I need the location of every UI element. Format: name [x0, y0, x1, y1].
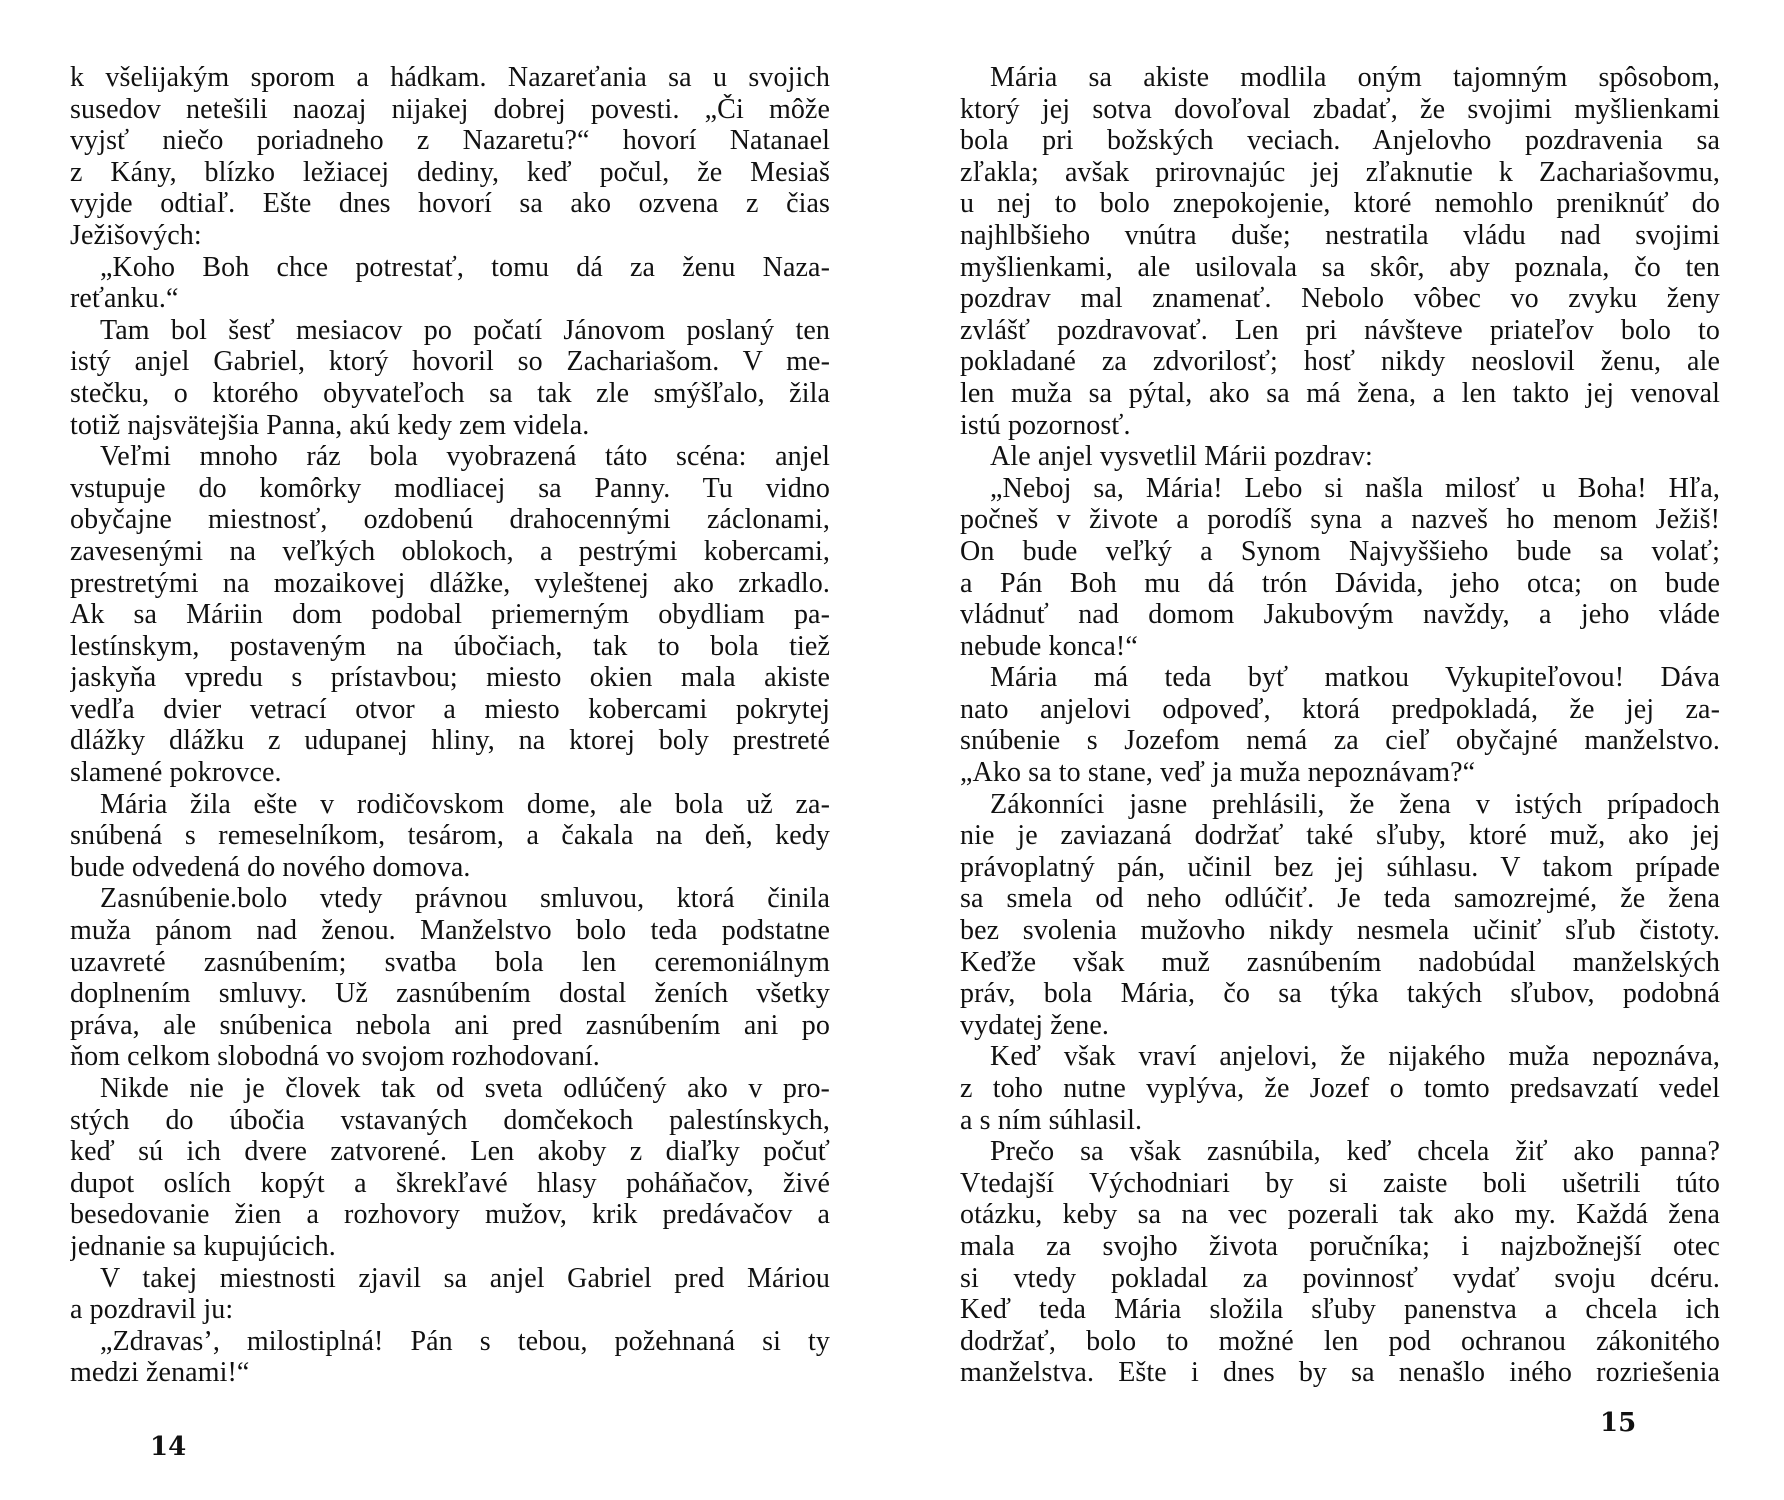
text-line: si vtedy pokladal za povinnosť vydať svoju dcéru. — [960, 1262, 1720, 1294]
text-line: keď sú ich dvere zatvorené. Len akoby z diaľky počuť — [70, 1136, 830, 1168]
text-line: „Neboj sa, Mária! Lebo si našla milosť u Boha! Hľa, — [990, 472, 1720, 504]
text-line: vyjsť niečo poriadneho z Nazaretu?“ hovorí Natanael — [70, 125, 830, 157]
text-line: a Pán Boh mu dá trón Dávida, jeho otca; on bude — [960, 567, 1720, 599]
text-line: istý anjel Gabriel, ktorý hovoril so Zachariašom. V me- — [70, 346, 830, 378]
text-line: vstupuje do komôrky modliacej sa Panny. Tu vidno — [70, 472, 830, 504]
left-page — [70, 62, 830, 1462]
text-line: „Zdravas’, milostiplná! Pán s tebou, požehnaná si ty — [100, 1325, 830, 1357]
text-line: nebude konca!“ — [960, 630, 1138, 662]
text-line: Nikde nie je človek tak od sveta odlúčený ako v pro- — [100, 1073, 830, 1104]
page-number-left: 14 — [150, 1432, 187, 1462]
text-line: nie je zaviazaná dodržať také sľuby, ktoré muž, ako jej — [960, 820, 1720, 852]
text-line: uzavreté zasnúbením; svatba bola len ceremoniálnym — [70, 946, 830, 978]
page-number-right: 15 — [1600, 1408, 1637, 1438]
text-line: z Kány, blízko ležiacej dediny, keď počul, že Mesiaš — [70, 156, 830, 188]
text-line: a s ním súhlasil. — [960, 1104, 1143, 1136]
text-line: pokladané za zdvorilosť; hosť nikdy neoslovil ženu, ale — [960, 346, 1720, 378]
text-line: z toho nutne vyplýva, že Jozef o tomto predsavzatí vedel — [960, 1073, 1720, 1104]
text-line: Ježišových: — [70, 219, 202, 251]
text-line: práva, ale snúbenica nebola ani pred zasnúbením ani po — [70, 1009, 830, 1041]
text-line: lestínskym, postaveným na úbočiach, tak to bola tiež — [70, 630, 830, 662]
text-line: obyčajne miestnosť, ozdobenú drahocennými záclonami, — [70, 504, 830, 536]
text-line: a pozdravil ju: — [70, 1294, 234, 1326]
text-line: sa smela od neho odlúčiť. Je teda samozrejmé, že žena — [960, 883, 1720, 915]
text-line: stých do úbočia vstavaných domčekoch palestínskych, — [70, 1104, 830, 1136]
text-line: otázku, keby sa na vec pozerali tak ako my. Každá žena — [960, 1199, 1720, 1231]
text-line: On bude veľký a Synom Najvyššieho bude sa volať; — [960, 535, 1720, 567]
text-line: vyjde odtiaľ. Ešte dnes hovorí sa ako ozvena z čias — [70, 188, 830, 220]
text-line: právoplatný pán, učinil bez jej súhlasu. V takom prípade — [960, 851, 1720, 883]
text-line: doplnením smluvy. Už zasnúbením dostal ženích všetky — [70, 978, 830, 1010]
left-page-text — [70, 62, 830, 1389]
text-line: „Koho Boh chce potrestať, tomu dá za ženu Naza- — [100, 251, 830, 283]
text-line: vládnuť nad domom Jakubovým navždy, a jeho vláde — [960, 599, 1720, 631]
text-line: dodržať, bolo to možné len pod ochranou zákonitého — [960, 1325, 1720, 1357]
text-line: Mária má teda byť matkou Vykupiteľovou! Dáva — [990, 662, 1720, 694]
text-line: slamené pokrovce. — [70, 757, 282, 789]
text-line: totiž najsvätejšia Panna, akú kedy zem videla. — [70, 409, 590, 441]
text-line: jaskyňa vpredu s prístavbou; miesto okien mala akiste — [70, 662, 830, 694]
text-line: práv, bola Mária, čo sa týka takých sľubov, podobná — [960, 978, 1720, 1010]
text-line: zvlášť pozdravovať. Len pri návšteve priateľov bolo to — [960, 314, 1720, 346]
text-line: počneš v živote a porodíš syna a nazveš ho menom Ježiš! — [960, 504, 1720, 536]
text-line: reťanku.“ — [70, 283, 179, 315]
text-line: bez svolenia mužovho nikdy nesmela učiniť sľub čistoty. — [960, 915, 1720, 947]
text-line: medzi ženami!“ — [70, 1357, 250, 1389]
text-line: snúbená s remeselníkom, tesárom, a čakala na deň, kedy — [70, 820, 830, 852]
text-line: jednanie sa kupujúcich. — [70, 1230, 336, 1262]
text-line: k všelijakým sporom a hádkam. Nazareťania sa u svojich — [70, 62, 830, 93]
text-line: dlážky dlážku z udupanej hliny, na ktorej boly prestreté — [70, 725, 830, 757]
text-line: Keď teda Mária složila sľuby panenstva a chcela ich — [960, 1294, 1720, 1326]
text-line: stečku, o ktorého obyvateľoch sa tak zle smýšľalo, žila — [70, 377, 830, 409]
text-line: bola pri božských veciach. Anjelovho pozdravenia sa — [960, 125, 1720, 157]
text-line: V takej miestnosti zjavil sa anjel Gabriel pred Máriou — [100, 1262, 830, 1294]
text-line: manželstva. Ešte i dnes by sa nenašlo iného rozriešenia — [960, 1357, 1720, 1389]
text-line: len muža sa pýtal, ako sa má žena, a len takto jej venoval — [960, 377, 1720, 409]
text-line: ktorý jej sotva dovoľoval zbadať, že svojimi myšlienkami — [960, 93, 1720, 125]
text-line: Keďže však muž zasnúbením nadobúdal manželských — [960, 946, 1720, 978]
text-line: Tam bol šesť mesiacov po počatí Jánovom poslaný ten — [100, 314, 830, 346]
text-line: mala za svojho života poručníka; i najzbožnejší otec — [960, 1230, 1720, 1262]
text-line: dupot oslích kopýt a škrekľavé hlasy poháňačov, živé — [70, 1167, 830, 1199]
text-line: snúbenie s Jozefom nemá za cieľ obyčajné manželstvo. — [960, 725, 1720, 757]
text-line: Keď však vraví anjelovi, že nijakého muža nepoznáva, — [990, 1041, 1720, 1073]
text-line: ňom celkom slobodná vo svojom rozhodovaní. — [70, 1041, 600, 1073]
text-line: najhlbšieho vnútra duše; nestratila vládu nad svojimi — [960, 219, 1720, 251]
text-line: Mária žila ešte v rodičovskom dome, ale bola už za- — [100, 788, 830, 820]
text-line: Zasnúbenie.bolo vtedy právnou smluvou, ktorá činila — [100, 883, 830, 915]
text-line: Prečo sa však zasnúbila, keď chcela žiť ako panna? — [990, 1136, 1720, 1168]
text-line: muža pánom nad ženou. Manželstvo bolo teda podstatne — [70, 915, 830, 947]
text-line: u nej to bolo znepokojenie, ktoré nemohlo preniknúť do — [960, 188, 1720, 220]
text-line: „Ako sa to stane, veď ja muža nepoznávam?“ — [960, 757, 1476, 789]
text-line: nato anjelovi odpoveď, ktorá predpokladá, že jej za- — [960, 693, 1720, 725]
text-line: bude odvedená do nového domova. — [70, 851, 471, 883]
text-line: myšlienkami, ale usilovala sa skôr, aby poznala, čo ten — [960, 251, 1720, 283]
right-page-text — [960, 62, 1720, 1389]
text-line: Ale anjel vysvetlil Márii pozdrav: — [990, 441, 1373, 473]
text-line: Mária sa akiste modlila oným tajomným spôsobom, — [990, 62, 1720, 93]
text-line: zľakla; avšak prirovnajúc jej zľaknutie k Zachariašovmu, — [960, 156, 1720, 188]
right-page — [960, 62, 1720, 1462]
text-line: susedov netešili naozaj nijakej dobrej povesti. „Či môže — [70, 93, 830, 125]
text-line: besedovanie žien a rozhovory mužov, krik predávačov a — [70, 1199, 830, 1231]
text-line: vedľa dvier vetrací otvor a miesto kobercami pokrytej — [70, 693, 830, 725]
text-line: istú pozornosť. — [960, 409, 1131, 441]
text-line: zavesenými na veľkých oblokoch, a pestrými kobercami, — [70, 535, 830, 567]
text-line: vydatej žene. — [960, 1009, 1109, 1041]
text-line: pozdrav mal znamenať. Nebolo vôbec vo zvyku ženy — [960, 283, 1720, 315]
text-line: Veľmi mnoho ráz bola vyobrazená táto scéna: anjel — [100, 441, 830, 473]
text-line: Ak sa Máriin dom podobal priemerným obydliam pa- — [70, 599, 830, 631]
text-line: prestretými na mozaikovej dlážke, vyleštenej ako zrkadlo. — [70, 567, 830, 599]
text-line: Zákonníci jasne prehlásili, že žena v istých prípadoch — [990, 788, 1720, 820]
text-line: Vtedajší Východniari by si zaiste boli ušetrili túto — [960, 1167, 1720, 1199]
